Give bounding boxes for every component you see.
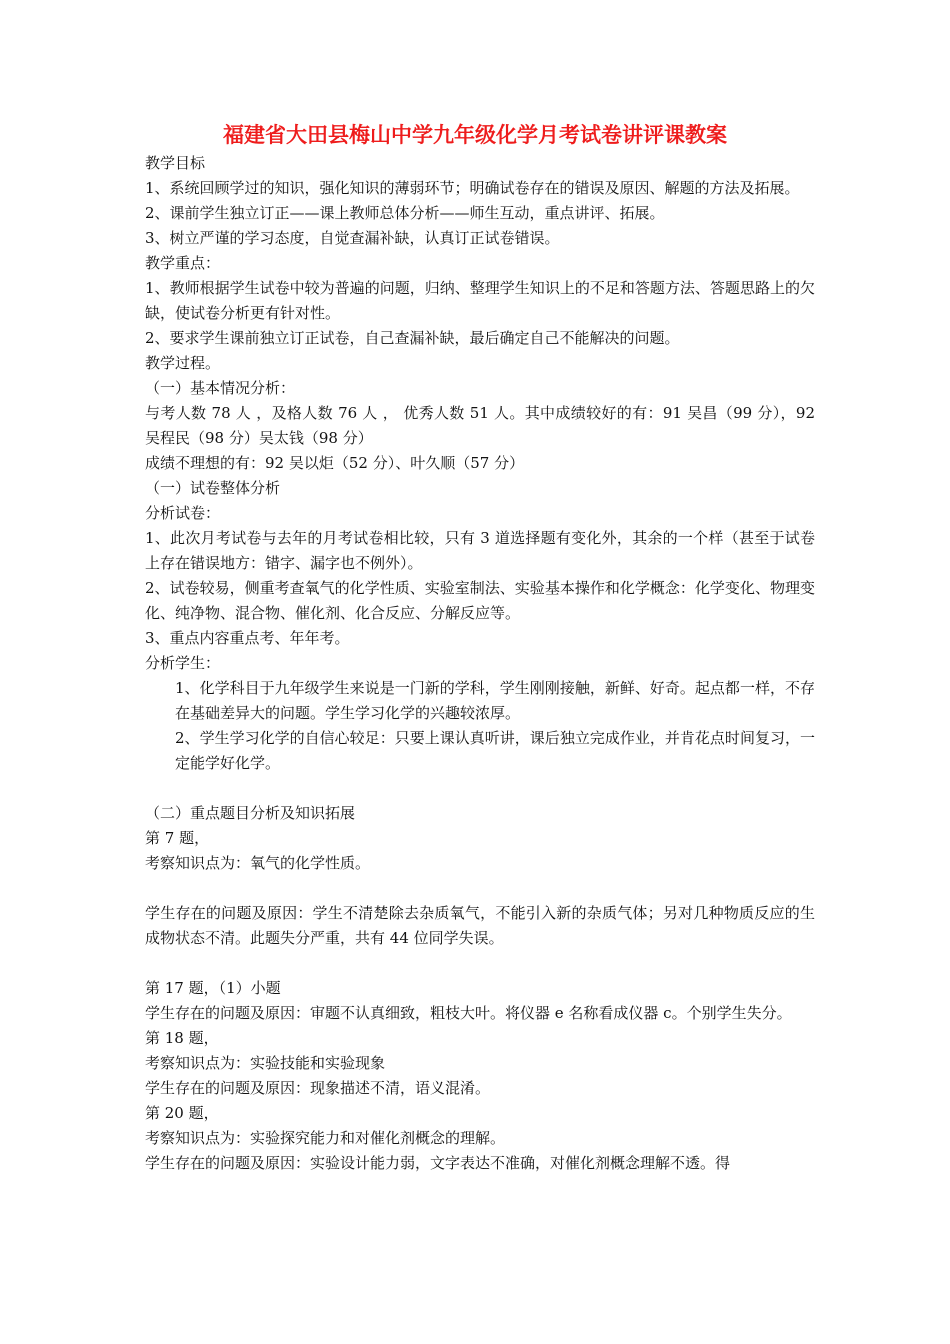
question-heading: 第 7 题， — [145, 829, 210, 847]
paragraph: 分析试卷： — [145, 504, 221, 522]
paragraph: 成绩不理想的有：92 吴以炬（52 分）、叶久顺（57 分） — [145, 454, 525, 472]
blank-line — [145, 876, 815, 901]
document-body — [145, 151, 815, 1176]
paragraph: 3、重点内容重点考、年年考。 — [145, 629, 350, 647]
paragraph: 2、要求学生课前独立订正试卷，自己查漏补缺，最后确定自己不能解决的问题。 — [145, 329, 680, 347]
paragraph: 学生存在的问题及原因：审题不认真细致，粗枝大叶。将仪器 e 名称看成仪器 c。个别学生失分。 — [145, 1004, 792, 1022]
paragraph: 考察知识点为：氧气的化学性质。 — [145, 854, 371, 872]
subsection-heading: （二）重点题目分析及知识拓展 — [145, 804, 356, 822]
section-heading-process: 教学过程。 — [145, 354, 221, 372]
subsection-heading: （一）基本情况分析： — [145, 379, 296, 397]
blank-line — [145, 951, 815, 976]
section-heading-focus: 教学重点： — [145, 254, 221, 272]
paragraph: 1、教师根据学生试卷中较为普遍的问题，归纳、整理学生知识上的不足和答题方法、答题思路上的欠缺，使试卷分析更有针对性。 — [145, 279, 815, 322]
paragraph: 1、系统回顾学过的知识，强化知识的薄弱环节；明确试卷存在的错误及原因、解题的方法及拓展。 — [145, 179, 800, 197]
paragraph: 1、化学科目于九年级学生来说是一门新的学科，学生刚刚接触，新鲜、好奇。起点都一样，不存在基础差异大的问题。学生学习化学的兴趣较浓厚。 — [175, 679, 815, 722]
paragraph: 2、课前学生独立订正——课上教师总体分析——师生互动，重点讲评、拓展。 — [145, 204, 665, 222]
subsection-heading: （一）试卷整体分析 — [145, 479, 281, 497]
question-heading: 第 17 题，（1）小题 — [145, 979, 281, 997]
paragraph: 分析学生： — [145, 654, 221, 672]
question-heading: 第 20 题， — [145, 1104, 219, 1122]
paragraph: 1、此次月考试卷与去年的月考试卷相比较，只有 3 道选择题有变化外，其余的一个样（甚至于试卷上存在错误地方：错字、漏字也不例外）。 — [145, 529, 815, 572]
paragraph: 学生存在的问题及原因：实验设计能力弱，文字表达不准确，对催化剂概念理解不透。得 — [145, 1154, 731, 1172]
paragraph: 2、学生学习化学的自信心较足：只要上课认真听讲，课后独立完成作业，并肯花点时间复习，一定能学好化学。 — [175, 729, 815, 772]
paragraph: 学生存在的问题及原因：现象描述不清，语义混淆。 — [145, 1079, 491, 1097]
page-title: 福建省大田县梅山中学九年级化学月考试卷讲评课教案 — [223, 122, 727, 147]
paragraph: 考察知识点为：实验探究能力和对催化剂概念的理解。 — [145, 1129, 506, 1147]
question-heading: 第 18 题， — [145, 1029, 219, 1047]
blank-line — [145, 776, 815, 801]
section-heading-goals: 教学目标 — [145, 154, 206, 172]
paragraph: 考察知识点为：实验技能和实验现象 — [145, 1054, 386, 1072]
paragraph: 与考人数 78 人 ，及格人数 76 人 ， 优秀人数 51 人。其中成绩较好的有：91 吴昌（99 分），92 吴程民（98 分）吴太钱（98 分） — [145, 404, 815, 447]
paragraph: 3、树立严谨的学习态度，自觉查漏补缺，认真订正试卷错误。 — [145, 229, 560, 247]
paragraph: 2、试卷较易，侧重考查氧气的化学性质、实验室制法、实验基本操作和化学概念：化学变化、物理变化、纯净物、混合物、催化剂、化合反应、分解反应等。 — [145, 579, 815, 622]
paragraph: 学生存在的问题及原因：学生不清楚除去杂质氧气，不能引入新的杂质气体；另对几种物质反应的生成物状态不清。此题失分严重，共有 44 位同学失误。 — [145, 904, 815, 947]
